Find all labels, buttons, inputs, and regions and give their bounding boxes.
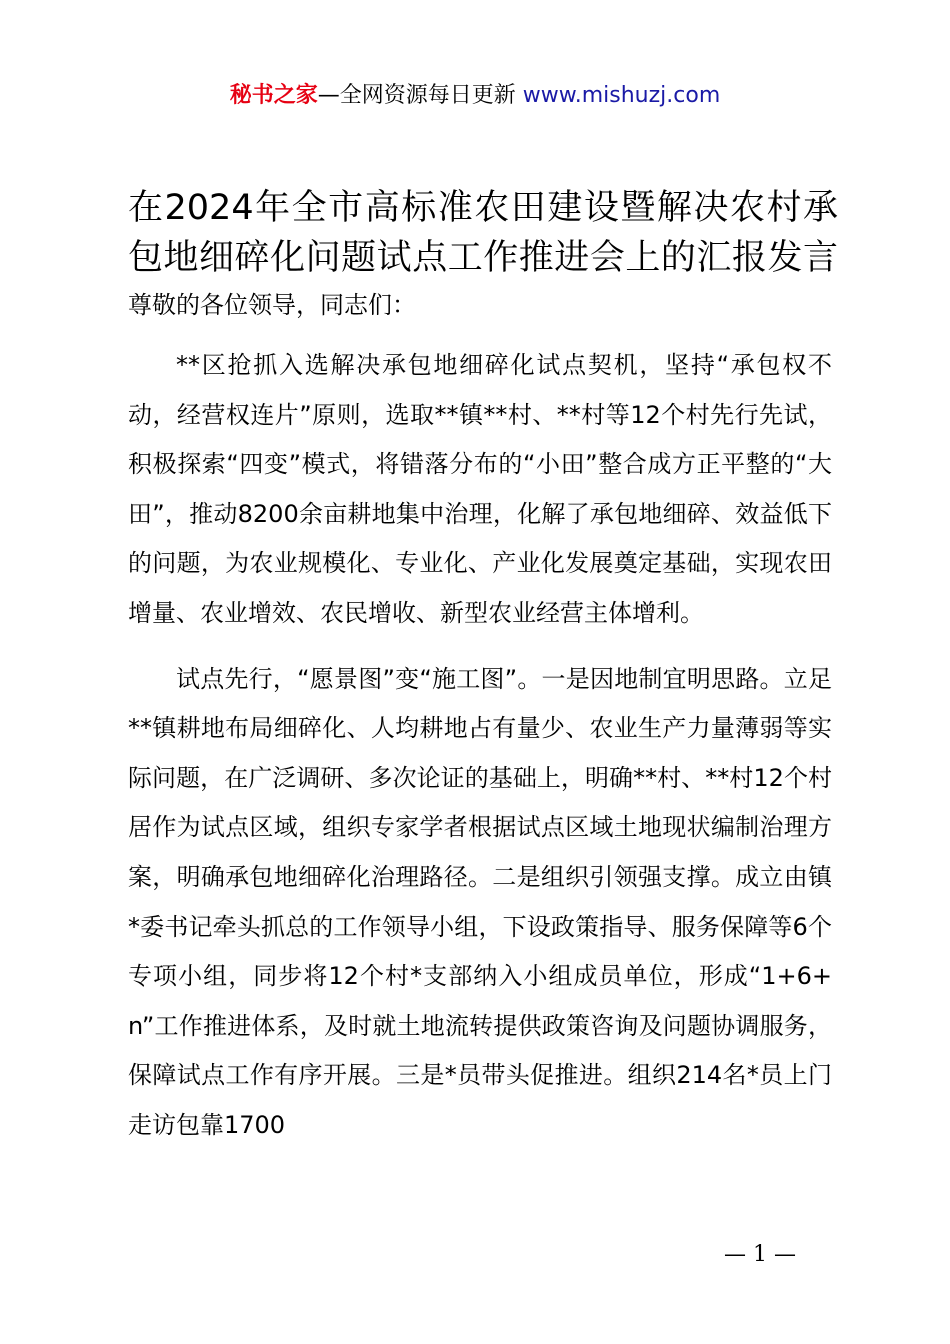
paragraph-1: **区抢抓入选解决承包地细碎化试点契机，坚持“承包权不动，经营权连片”原则，选取**镇**村、**村等12个村先行先试，积极探索“四变”模式，将错落分布的“小田”整合成方正平整的“大田”，推动8200余亩耕地集中治理，化解了承包地细碎、效益低下的问题，为农业规模化、专业化、产业化发展奠定基础，实现农田增量、农业增效、农民增收、新型农业经营主体增利。 xyxy=(128,351,832,627)
page-number: — 1 — xyxy=(724,1242,796,1267)
salutation: 尊敬的各位领导，同志们： xyxy=(128,291,416,319)
site-header xyxy=(0,80,950,112)
site-tagline: —全网资源每日更新 xyxy=(317,83,516,108)
title-line-2: 包地细碎化问题试点工作推进会上的汇报发言 xyxy=(128,238,838,278)
title-line-1: 在2024年全市高标准农田建设暨解决农村承 xyxy=(128,188,838,228)
document-title xyxy=(128,183,838,283)
site-brand: 秘书之家 xyxy=(229,83,318,108)
document-body xyxy=(128,285,832,1151)
site-url-link[interactable]: www.mishuzj.com xyxy=(522,83,721,108)
paragraph-2: 试点先行，“愿景图”变“施工图”。一是因地制宜明思路。立足**镇耕地布局细碎化、人均耕地占有量少、农业生产力量薄弱等实际问题，在广泛调研、多次论证的基础上，明确**村、**村12个村居作为试点区域，组织专家学者根据试点区域土地现状编制治理方案，明确承包地细碎化治理路径。二是组织引领强支撑。成立由镇*委书记牵头抓总的工作领导小组，下设政策指导、服务保障等6个专项小组，同步将12个村*支部纳入小组成员单位，形成“1+6+n”工作推进体系，及时就土地流转提供政策咨询及问题协调服务，保障试点工作有序开展。三是*员带头促推进。组织214名*员上门走访包靠1700 xyxy=(128,664,832,1139)
